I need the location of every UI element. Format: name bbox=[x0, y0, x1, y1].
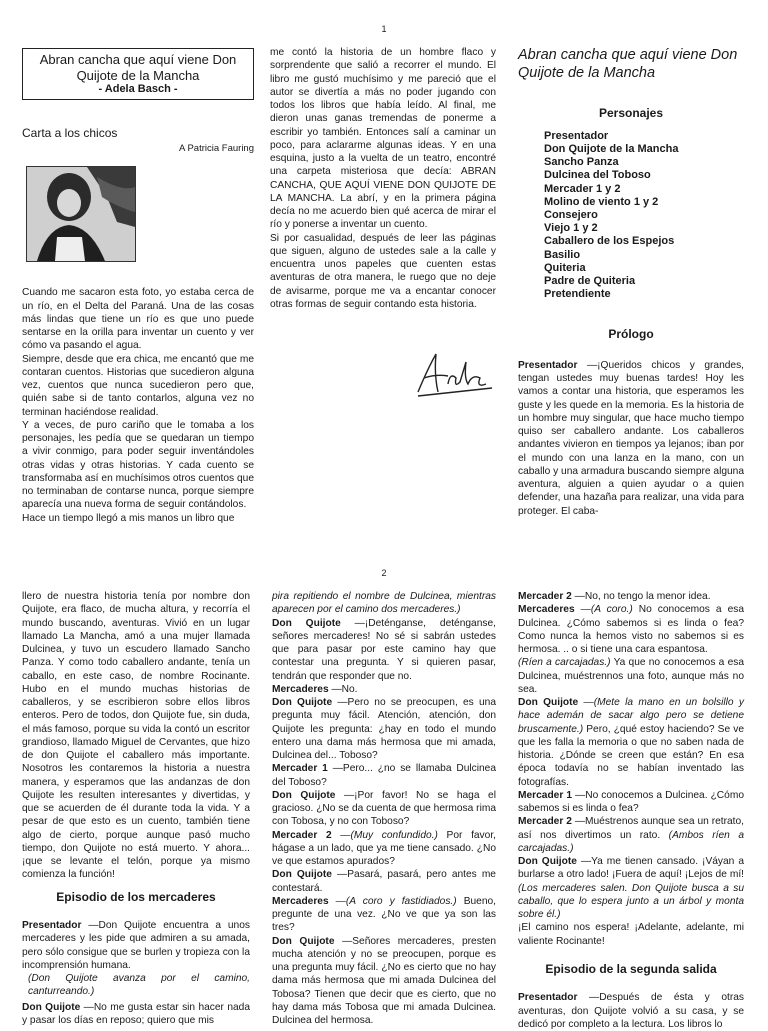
dialogue-line bbox=[272, 762, 496, 789]
speaker: Presentador bbox=[22, 920, 82, 932]
cast-item: Padre de Quiteria bbox=[544, 274, 636, 287]
dialogue-text: Pero, ¿qué estoy haciendo? Se ve que les falla la memoria o que no saben nada de historia. ¿Dónde se creen que están? En esa época todavía no se habían inventado las fotografías. bbox=[518, 723, 744, 788]
paragraph: llero de nuestra historia tenía por nombre don Quijote, era flaco, de mucha altura, y recorría el mundo buscando, aventuras. Vivió en un lugar llamado La Mancha, amó a una mujer llamada Dulcinea, y tuvo un escudero llamado Sancho Panza. Y como todo caballero andante, tenía un caballo, en este caso, de nombre Rocinante. Hubo en el mundo muchas historias de caballeros, y se escribieron sobre ellos libros enteros. Pero de todos, don Quijote fue, sin duda, el más famoso, porque su vida la contó un escritor grandioso, llamado Miguel de Cervantes, que hizo de don Quijote el caballero más importante. Nosotros les contaremos la historia a nuestra manera, y esperamos que las andanzas de don Quijote les resulten interesantes y divertidas, y que se acuerden de él durante toda la vida. Y a pesar de que esto es un cuento, también tiene algo de cierto, porque aunque pasó mucho tiempo, don Quijote no está muerto. Y ahora... ¡que se levante el telón, porque ya mismo comienza la función! bbox=[22, 591, 250, 881]
dialogue-text: —No conocemos a Dulcinea. ¿Cómo sabemos si es linda o fea? bbox=[518, 789, 744, 814]
speaker: Don Quijote bbox=[272, 617, 341, 629]
author-photo bbox=[26, 166, 136, 262]
dialogue-line bbox=[518, 603, 744, 656]
dialogue-text: —Señores mercaderes, presten mucha atención y no se preocupen, porque es una pregunta muy fácil. ¿No es cierto que no hay dama más hermosa que mi amada Dulcinea del Tobosa? Tienen que decir que es cierto, que no hay dama más Tobosa que mi amada Dulcinea. Dulcinea del hermosa. bbox=[272, 935, 496, 1026]
speaker: Don Quijote bbox=[518, 697, 579, 708]
dialogue-text: —Después de ésta y otras aventuras, don Quijote volvió a su casa, y se dedicó por completo a la lectura. Los libros lo bbox=[518, 992, 744, 1030]
episode-heading: Episodio de la segunda salida bbox=[545, 961, 717, 976]
stage-direction: (Ambos ríen a carcajadas.) bbox=[518, 829, 744, 854]
speaker: Mercader 2 bbox=[518, 591, 572, 602]
signature bbox=[414, 348, 496, 404]
dialogue-line bbox=[272, 696, 496, 762]
dialogue-line bbox=[272, 789, 496, 829]
speaker: Don Quijote bbox=[272, 789, 336, 801]
dialogue-line bbox=[22, 1001, 250, 1028]
speaker: Mercaderes bbox=[272, 895, 329, 907]
cast-item: Basilio bbox=[544, 248, 581, 261]
dialogue-text: —¡Deténganse, deténganse, señores mercaderes! No sé si sabrán ustedes que para pasar por este camino hay que contestar una pregunta. Y si quieren pasar, tendrán que responder que no. bbox=[272, 617, 496, 682]
dialogue-text: —No me gusta estar sin hacer nada y pasar los días en reposo; quiero que mis bbox=[22, 1001, 250, 1026]
speaker: Don Quijote bbox=[272, 935, 335, 947]
dialogue-text: —¡Por favor! No se haga el gracioso. ¿No se da cuenta de que hermosa rima con Tobosa, y no con Toboso? bbox=[272, 789, 496, 828]
stage-direction: (Don Quijote avanza por el camino, canturreando.) bbox=[28, 973, 250, 998]
dialogue-line bbox=[518, 855, 744, 921]
page1-left-column bbox=[22, 48, 254, 525]
prologue-paragraph bbox=[518, 359, 744, 518]
dialogue-line bbox=[518, 815, 744, 855]
page1-middle-column bbox=[270, 46, 496, 311]
stage-direction: —(A coro y fastidiados.) bbox=[328, 895, 457, 907]
cast-item: Sancho Panza bbox=[544, 156, 619, 169]
dialogue-text: —Ya me tienen cansado. ¡Váyan a burlarse a otro lado! ¡Fuera de aquí! ¡Lejos de mí! bbox=[518, 856, 744, 881]
dialogue-text: Por favor, hágase a un lado, que ya me tiene cansado. ¿No ve que estamos apurados? bbox=[272, 829, 496, 867]
speaker: Mercaderes bbox=[518, 604, 575, 616]
signature-image bbox=[414, 348, 496, 400]
dialogue-text: Bueno, pregunte de una vez. ¿No ve que ya son las tres? bbox=[272, 895, 496, 934]
section-heading: Carta a los chicos bbox=[22, 126, 118, 141]
cast-item: Consejero bbox=[544, 208, 598, 221]
dialogue-text: No conocemos a esa Dulcinea. ¿Cómo sabemos si es linda o fea? Como nunca la hemos visto no sabemos si es hermosa. .. o si tiene una cara espantosa. bbox=[518, 604, 744, 655]
stage-direction: (Los mercaderes salen. Don Quijote busca a su caballo, que lo espera junto a un árbol y monta sobre él.) bbox=[518, 882, 744, 920]
stage-direction: —(Mete la mano en un bolsillo y hace ademán de sacar algo pero se detiene bruscamente.) bbox=[518, 697, 744, 735]
page-number: 1 bbox=[381, 24, 387, 34]
dedication: A Patricia Fauring bbox=[179, 142, 254, 154]
dialogue-line bbox=[272, 683, 496, 696]
dialogue-line bbox=[518, 921, 744, 948]
dialogue-text: —No, no tengo la menor idea. bbox=[571, 591, 711, 602]
book-title-italic: Abran cancha que aquí viene Don Quijote de la Mancha bbox=[518, 47, 738, 82]
speaker: Mercader 1 bbox=[518, 789, 572, 801]
author-name: - Adela Basch - bbox=[98, 83, 178, 96]
paragraph: Siempre, desde que era chica, me encantó que me contaran cuentos. Historias que sucedieron alguna vez, cuentos que nunca sucedieron pero que, quién sabe si de tanto contarlos, alguna vez no terminan haciéndose realidad. bbox=[22, 353, 254, 418]
cast-item: Don Quijote de la Mancha bbox=[544, 143, 679, 156]
speaker: Don Quijote bbox=[518, 856, 577, 867]
stage-direction: pira repitiendo el nombre de Dulcinea, mientras aparecen por el camino dos mercaderes.) bbox=[272, 591, 496, 616]
page1-right-column bbox=[518, 46, 744, 518]
paragraph: me contó la historia de un hombre flaco y sorprendente que salió a recorrer el mundo. El libro me gustó muchísimo y me pareció que el autor se divertía a más no poder jugando con todos los libros que había leído. Al final, me dieron unas ganas tremendas de ponerme a escribir yo también. Entonces salí a caminar un poco, para aclararme algunas ideas. Y en una esquina, justo a la vuelta de un teatro, encontré una carpeta misteriosa que decía: ABRAN CANCHA, QUE AQUÍ VIENE DON QUIJOTE DE LA MANCHA. La abrí, y en la primera página decía no me acuerdo bien qué acerca de mirar el río y ponerse a inventar un cuento. bbox=[270, 47, 496, 231]
book-title: Abran cancha que aquí viene Don Quijote de la Mancha bbox=[39, 52, 237, 83]
page2-left-column bbox=[22, 590, 250, 1027]
paragraph: Hace un tiempo llegó a mis manos un libro que bbox=[22, 512, 235, 524]
dialogue-line bbox=[518, 656, 744, 696]
episode-heading: Episodio de los mercaderes bbox=[56, 889, 216, 904]
dialogue-line bbox=[518, 789, 744, 816]
speaker: Don Quijote bbox=[22, 1001, 81, 1013]
cast-item: Quiteria bbox=[544, 261, 586, 274]
speaker: Don Quijote bbox=[272, 869, 332, 881]
dialogue-text: —Pero no se preocupen, es una pregunta muy fácil. Atención, atención, don Quijote les pregunta: ¿hay en todo el mundo entero una dama más hermosa que mi amada, Dulcinea del... Toboso? bbox=[272, 697, 496, 761]
stage-direction: —(Muy confundido.) bbox=[331, 829, 438, 841]
cast-item: Molino de viento 1 y 2 bbox=[544, 195, 659, 208]
dialogue-text: —No. bbox=[328, 683, 358, 695]
prologue-heading: Prólogo bbox=[608, 327, 654, 342]
dialogue-line bbox=[22, 919, 250, 972]
dialogue-line bbox=[518, 590, 744, 603]
dialogue-text: —¡Queridos chicos y grandes, tengan ustedes muy buenas tardes! Hoy les vamos a contar una historia, que esperamos les guste y les quede en la memoria. Es la historia de un hombre muy singular, que hace mucho tiempo quiso ser caballero andante. Los caballeros andantes vivieron en tiempos ya lejanos; iban por el mundo con una lanza en la mano, con un caballo y una armadura buscando siempre alguna aventura, alguien a quien ayudar o a quien defender, una hazaña para realizar, una vida para proteger. El caba- bbox=[518, 359, 744, 517]
cast-heading: Personajes bbox=[598, 106, 664, 121]
dialogue-text: —Pero... ¿no se llamaba Dulcinea del Toboso? bbox=[272, 763, 496, 788]
dialogue-line bbox=[272, 895, 496, 935]
speaker: Mercader 2 bbox=[272, 829, 332, 841]
stage-direction: (Ríen a carcajadas.) bbox=[518, 657, 611, 669]
cast-item: Viejo 1 y 2 bbox=[544, 222, 598, 235]
dialogue-line bbox=[518, 696, 744, 789]
cast-list bbox=[544, 130, 744, 301]
dialogue-line bbox=[272, 868, 496, 895]
speaker: Mercader 1 bbox=[272, 763, 328, 775]
author-photo-image bbox=[27, 167, 135, 261]
speaker: Mercader 2 bbox=[518, 816, 572, 828]
paragraph: Si por casualidad, después de leer las páginas que siguen, alguno de ustedes sale a la calle y encuentra unos papeles que cuenten estas aventuras de otra manera, le ruego que no deje de avisarme, porque me va a encantar conocer otras formas de seguir contando esta historia. bbox=[270, 232, 496, 310]
cast-item: Dulcinea del Toboso bbox=[544, 169, 651, 182]
dialogue-text: —Muéstrenos aunque sea un retrato, así nos divertimos un rato. bbox=[518, 816, 744, 841]
dialogue-line bbox=[272, 829, 496, 869]
cast-item: Mercader 1 y 2 bbox=[544, 182, 621, 195]
page2-right-column bbox=[518, 590, 744, 1031]
speaker: Presentador bbox=[518, 992, 578, 1004]
dialogue-text: —Don Quijote encuentra a unos mercaderes y les pide que admiren a su amada, pero sólo consigue que se burlen y tropieza con la incomprensión humana. bbox=[22, 920, 250, 971]
cast-item: Caballero de los Espejos bbox=[544, 235, 675, 248]
cast-item: Pretendiente bbox=[544, 288, 611, 301]
dialogue-line bbox=[518, 991, 744, 1031]
dialogue-line bbox=[272, 617, 496, 683]
speaker: Presentador bbox=[518, 359, 578, 371]
dialogue-text: —Pasará, pasará, pero antes me contestará. bbox=[272, 869, 496, 894]
page-number: 2 bbox=[381, 568, 387, 578]
speaker: Don Quijote bbox=[272, 697, 333, 708]
dialogue-line bbox=[272, 935, 496, 1028]
dialogue-text: ¡El camino nos espera! ¡Adelante, adelante, mi valiente Rocinante! bbox=[518, 922, 744, 947]
paragraph: Y a veces, de puro cariño que le tomaba a los personajes, les pedía que se quedaran un tiempo a vivir conmigo, para poder seguir inventándoles otras vidas y otras historias. Y cada cuento se transformaba así en muchísimos otros cuentos que no terminaban de contarse nunca, porque siempre aparecía una nueva forma de seguir contándolos. bbox=[22, 419, 254, 511]
dialogue-text: Ya que no conocemos a esa Dulcinea, muéstrennos una foto, aunque más no sea. bbox=[518, 657, 744, 695]
stage-direction: —(A coro.) bbox=[574, 604, 633, 616]
speaker: Mercaderes bbox=[272, 683, 329, 695]
paragraph: Cuando me sacaron esta foto, yo estaba cerca de un río, en el Delta del Paraná. Una de las cosas más lindas que tiene un río es que uno puede sentarse en la orilla para inventar un cuento y ver cómo va pasando el agua. bbox=[22, 287, 254, 352]
cast-item: Presentador bbox=[544, 129, 609, 142]
title-box bbox=[22, 48, 254, 100]
page2-middle-column bbox=[272, 590, 496, 1027]
